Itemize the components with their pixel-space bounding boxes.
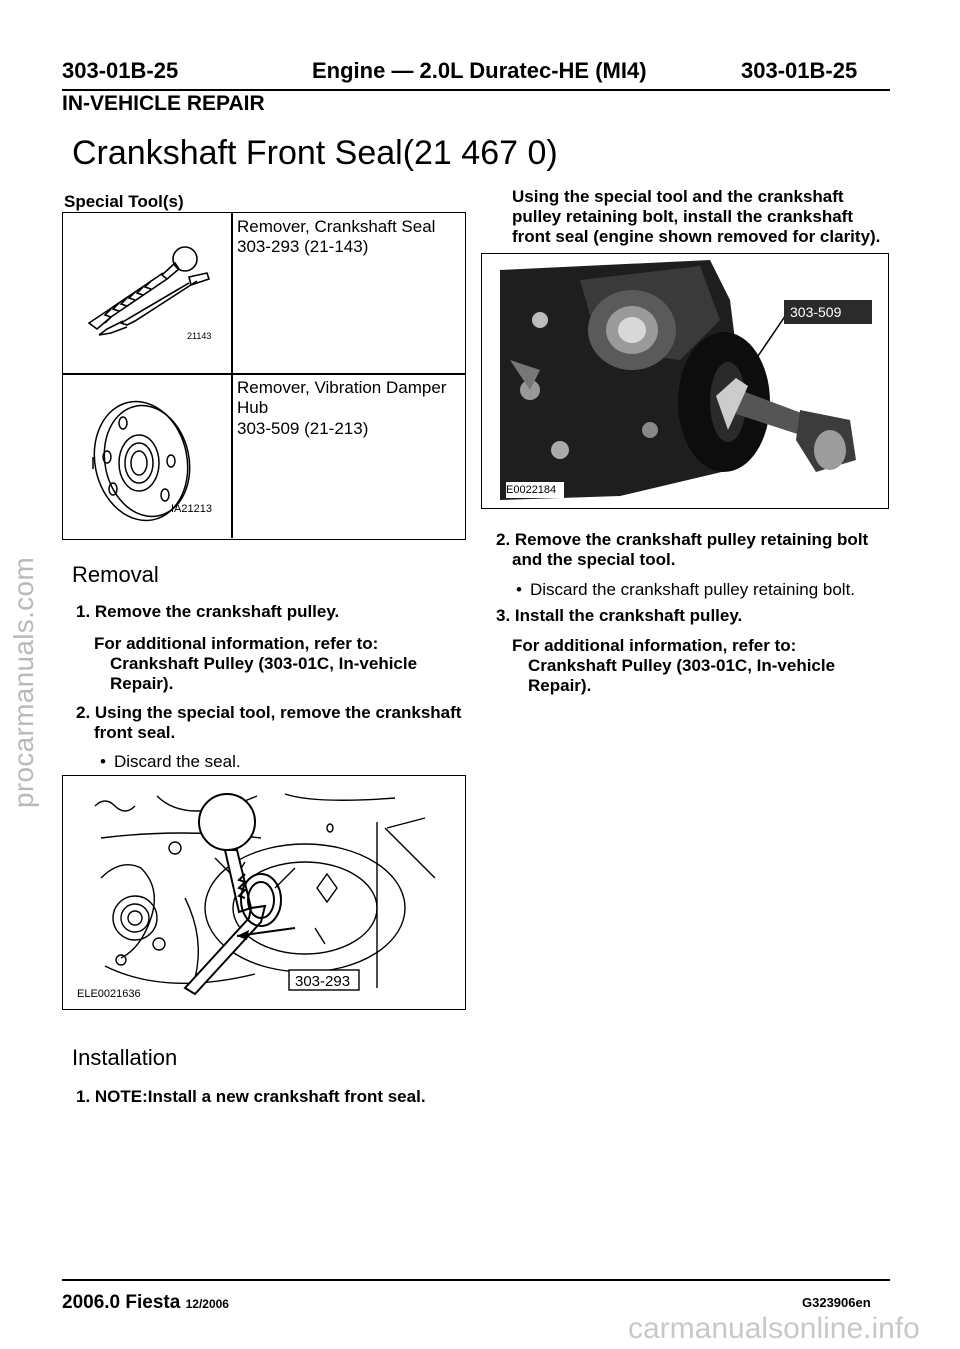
installation-figure-label: E0022184 (506, 484, 557, 496)
removal-heading: Removal (72, 562, 159, 587)
removal-step2-line1: 2. Using the special tool, remove the crankshaft (76, 703, 462, 722)
bottom-watermark: carmanualsonline.info (628, 1312, 920, 1345)
removal-step2-line2: front seal. (94, 723, 176, 742)
page-title: Crankshaft Front Seal(21 467 0) (72, 134, 558, 172)
removal-step1: 1. Remove the crankshaft pulley. (76, 602, 340, 621)
removal-step1-ref: For additional information, refer to: (94, 634, 379, 653)
footer-model (62, 1292, 229, 1314)
installation-heading: Installation (72, 1045, 178, 1070)
installation-step3: 3. Install the crankshaft pulley. (496, 606, 743, 625)
seal-removal-illustration (65, 778, 463, 1007)
table-divider-v (231, 213, 233, 538)
installation-step2-bullet: • Discard the crankshaft pulley retaining bolt. (516, 580, 855, 600)
section-label: IN-VEHICLE REPAIR (62, 92, 265, 115)
removal-step1-link-line2[interactable]: Repair). (110, 674, 174, 693)
installation-step3-link-line1[interactable]: Crankshaft Pulley (303-01C, In-vehicle (528, 656, 836, 675)
side-watermark: procarmanuals.com (8, 557, 39, 808)
removal-figure-label: ELE0021636 (77, 988, 141, 1000)
removal-step1-link-line1[interactable]: Crankshaft Pulley (303-01C, In-vehicle (110, 654, 418, 673)
installation-step1-cont-line3: front seal (engine shown removed for clarity). (512, 227, 881, 246)
removal-step2-bullet: • Discard the seal. (100, 752, 241, 772)
table-divider-h (63, 373, 465, 375)
tool2-image-label: IA21213 (171, 503, 212, 515)
removal-figure (62, 775, 466, 1010)
footer-rule (62, 1279, 890, 1281)
header-rule (62, 89, 890, 91)
installation-step2-line2: and the special tool. (512, 550, 676, 569)
tool1-image-label: 21143 (187, 331, 212, 341)
special-tools-heading: Special Tool(s) (64, 192, 184, 211)
tool2-name-line1: Remover, Vibration Damper (237, 378, 447, 397)
installation-step3-ref: For additional information, refer to: (512, 636, 797, 655)
page-number-left: 303-01B-25 (62, 58, 179, 83)
installation-figure-callout: 303-509 (790, 304, 842, 320)
installation-step1-cont-line2: pulley retaining bolt, install the crankshaft (512, 207, 854, 226)
footer-code: G323906en (802, 1295, 871, 1310)
installation-step2-line1: 2. Remove the crankshaft pulley retaining bolt (496, 530, 869, 549)
running-title: Engine — 2.0L Duratec-HE (MI4) (312, 58, 647, 83)
footer-model-name: 2006.0 Fiesta (62, 1292, 181, 1313)
crankshaft-seal-remover-illustration (67, 217, 227, 367)
removal-figure-callout: 303-293 (295, 973, 351, 990)
page-number-right: 303-01B-25 (741, 58, 858, 83)
tool1-name: Remover, Crankshaft Seal (237, 217, 436, 236)
installation-step3-link-line2[interactable]: Repair). (528, 676, 592, 695)
seal-installation-photo (500, 260, 872, 500)
footer-date: 12/2006 (185, 1297, 229, 1311)
tool2-name-line2: Hub (237, 398, 269, 417)
installation-step1-cont-line1: Using the special tool and the crankshaft (512, 187, 844, 206)
installation-step1-note: 1. NOTE:Install a new crankshaft front seal. (76, 1087, 426, 1106)
tool2-number: 303-509 (21-213) (237, 419, 369, 438)
tool1-number: 303-293 (21-143) (237, 237, 369, 256)
special-tools-table (62, 212, 466, 540)
installation-figure (481, 253, 889, 509)
